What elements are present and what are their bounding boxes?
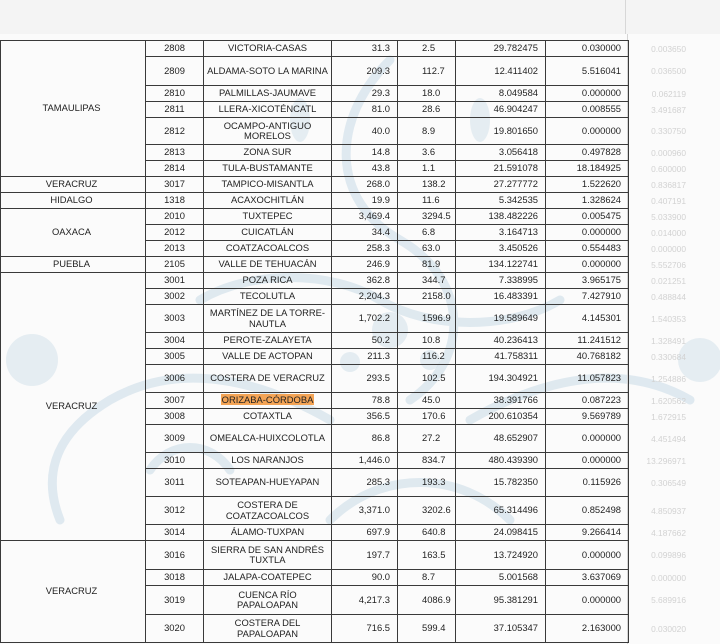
table-row: [1, 41, 629, 57]
faded-value: 1.620562: [651, 395, 686, 406]
cell-code: 1318: [146, 193, 204, 209]
cell-name: CUICATLÁN: [204, 225, 332, 241]
cell-value-2: 834.7: [398, 453, 456, 469]
cell-name: COATZACOALCOS: [204, 241, 332, 257]
cell-value-4: 18.184925: [546, 161, 629, 177]
cell-name: ALDAMA-SOTO LA MARINA: [204, 57, 332, 86]
cell-value-1: 697.9: [332, 525, 398, 541]
cell-value-3: 27.277772: [456, 177, 546, 193]
faded-value: 0.036500: [651, 66, 686, 76]
faded-value: 4.850937: [651, 505, 686, 516]
faded-value: 0.000960: [651, 147, 686, 158]
cell-value-4: 0.000000: [546, 257, 629, 273]
faded-value: 5.689916: [651, 595, 686, 605]
cell-name: [204, 393, 332, 409]
cell-value-4: 3.965175: [546, 273, 629, 289]
cell-name: PEROTE-ZALAYETA: [204, 333, 332, 349]
faded-value: 0.330750: [651, 126, 686, 136]
cell-code: 3012: [146, 497, 204, 525]
cell-value-3: 40.236413: [456, 333, 546, 349]
faded-value: 0.030020: [651, 623, 686, 634]
table-row: [1, 177, 629, 193]
cell-name: OCAMPO-ANTIGUO MORELOS: [204, 118, 332, 145]
cell-name: PALMILLAS-JAUMAVE: [204, 86, 332, 102]
table-row: [1, 273, 629, 289]
faded-value: 0.014000: [651, 227, 686, 238]
faded-value: 0.407191: [651, 195, 686, 206]
cell-code: 3001: [146, 273, 204, 289]
cell-code: 3018: [146, 570, 204, 586]
cell-value-1: 211.3: [332, 349, 398, 365]
cell-name: COSTERA DE COATZACOALCOS: [204, 497, 332, 525]
cell-value-2: 344.7: [398, 273, 456, 289]
cell-value-2: 102.5: [398, 365, 456, 393]
cell-code: 2809: [146, 57, 204, 86]
state-cell: PUEBLA: [1, 257, 146, 273]
cell-value-2: 4086.9: [398, 586, 456, 615]
cell-value-4: 0.000000: [546, 541, 629, 570]
cell-value-2: 3202.6: [398, 497, 456, 525]
cell-value-2: 28.6: [398, 102, 456, 118]
cell-value-2: 3.6: [398, 145, 456, 161]
cell-value-2: 6.8: [398, 225, 456, 241]
faded-value: 0.000000: [651, 572, 686, 583]
cell-value-2: 63.0: [398, 241, 456, 257]
cell-value-2: 3294.5: [398, 209, 456, 225]
cell-value-4: 9.569789: [546, 409, 629, 425]
cell-name: ÁLAMO-TUXPAN: [204, 525, 332, 541]
faded-value: 1.540353: [651, 313, 686, 324]
cell-value-1: 40.0: [332, 118, 398, 145]
cell-value-4: 0.852498: [546, 497, 629, 525]
cell-code: 2012: [146, 225, 204, 241]
cell-value-1: 14.8: [332, 145, 398, 161]
cell-value-2: 599.4: [398, 615, 456, 643]
cell-code: 3010: [146, 453, 204, 469]
cell-value-3: 16.483391: [456, 289, 546, 305]
cell-name: TULA-BUSTAMANTE: [204, 161, 332, 177]
faded-value: 0.062119: [651, 88, 686, 99]
cell-code: 3017: [146, 177, 204, 193]
cell-value-3: 480.439390: [456, 453, 546, 469]
cell-value-1: 716.5: [332, 615, 398, 643]
cell-code: 3020: [146, 615, 204, 643]
cell-value-1: 285.3: [332, 469, 398, 497]
cell-code: 3003: [146, 305, 204, 333]
cell-value-3: 95.381291: [456, 586, 546, 615]
cell-value-3: 19.589649: [456, 305, 546, 333]
cell-code: 2013: [146, 241, 204, 257]
cell-name: TECOLUTLA: [204, 289, 332, 305]
cell-value-1: 4,217.3: [332, 586, 398, 615]
cell-value-1: 2,204.3: [332, 289, 398, 305]
cell-value-3: 7.338995: [456, 273, 546, 289]
faded-value: 4.187662: [651, 527, 686, 538]
cell-value-1: 246.9: [332, 257, 398, 273]
cell-value-2: 112.7: [398, 57, 456, 86]
faded-value: 1.672915: [651, 411, 686, 422]
cell-value-2: 1.1: [398, 161, 456, 177]
cell-code: 3002: [146, 289, 204, 305]
cell-value-4: 0.000000: [546, 118, 629, 145]
cell-code: 2105: [146, 257, 204, 273]
cell-value-3: 194.304921: [456, 365, 546, 393]
cell-name: TUXTEPEC: [204, 209, 332, 225]
state-cell: VERACRUZ: [1, 273, 146, 541]
state-cell: VERACRUZ: [1, 541, 146, 643]
cell-value-3: 24.098415: [456, 525, 546, 541]
cell-name: SOTEAPAN-HUEYAPAN: [204, 469, 332, 497]
cell-code: 2808: [146, 41, 204, 57]
cell-value-1: 3,371.0: [332, 497, 398, 525]
faded-value: 0.021251: [651, 275, 686, 286]
cell-code: 2812: [146, 118, 204, 145]
cell-value-3: 29.782475: [456, 41, 546, 57]
table-row: [1, 209, 629, 225]
cell-value-4: 0.115926: [546, 469, 629, 497]
cell-value-3: 41.758311: [456, 349, 546, 365]
cell-value-4: 9.266414: [546, 525, 629, 541]
cell-code: 3016: [146, 541, 204, 570]
cell-name: COTAXTLA: [204, 409, 332, 425]
cell-value-4: 0.000000: [546, 425, 629, 453]
cell-value-4: 0.005475: [546, 209, 629, 225]
cell-value-4: 5.516041: [546, 57, 629, 86]
cell-value-3: 138.482226: [456, 209, 546, 225]
cell-value-2: 138.2: [398, 177, 456, 193]
cell-value-4: 11.057823: [546, 365, 629, 393]
cell-value-2: 10.8: [398, 333, 456, 349]
table-row: [1, 541, 629, 570]
faded-value: 1.254886: [651, 373, 686, 384]
cell-value-2: 193.3: [398, 469, 456, 497]
cell-code: 2811: [146, 102, 204, 118]
cell-value-3: 134.122741: [456, 257, 546, 273]
cell-value-4: 0.000000: [546, 586, 629, 615]
state-cell: OAXACA: [1, 209, 146, 257]
faded-value: 5.552706: [651, 259, 686, 270]
cell-code: 3006: [146, 365, 204, 393]
cell-value-4: 3.637069: [546, 570, 629, 586]
cell-value-4: 0.000000: [546, 453, 629, 469]
cell-value-2: 11.6: [398, 193, 456, 209]
faded-value: 0.306549: [651, 477, 686, 488]
cell-value-1: 1,702.2: [332, 305, 398, 333]
cell-value-1: 86.8: [332, 425, 398, 453]
cell-value-1: 78.8: [332, 393, 398, 409]
cell-value-1: 90.0: [332, 570, 398, 586]
cell-name: VALLE DE TEHUACÁN: [204, 257, 332, 273]
cell-value-1: 43.8: [332, 161, 398, 177]
cell-value-1: 258.3: [332, 241, 398, 257]
highlighted-name: ORIZABA-CÓRDOBA: [221, 394, 314, 406]
cell-name: ZONA SUR: [204, 145, 332, 161]
cell-code: 3008: [146, 409, 204, 425]
faded-value: 0.000000: [651, 243, 686, 254]
cell-value-2: 163.5: [398, 541, 456, 570]
cell-value-2: 170.6: [398, 409, 456, 425]
cell-value-3: 13.724920: [456, 541, 546, 570]
cell-value-2: 8.9: [398, 118, 456, 145]
cell-code: 3011: [146, 469, 204, 497]
cell-value-2: 8.7: [398, 570, 456, 586]
cell-value-3: 8.049584: [456, 86, 546, 102]
cell-name: LOS NARANJOS: [204, 453, 332, 469]
cell-value-3: 3.056418: [456, 145, 546, 161]
cell-value-3: 46.904247: [456, 102, 546, 118]
cell-name: LLERA-XICOTÉNCATL: [204, 102, 332, 118]
cell-value-1: 1,446.0: [332, 453, 398, 469]
cell-value-3: 38.391766: [456, 393, 546, 409]
cell-value-1: 197.7: [332, 541, 398, 570]
table-row: [1, 193, 629, 209]
faded-value: 1.328491: [651, 335, 686, 346]
cell-code: 3004: [146, 333, 204, 349]
cell-value-4: 40.768182: [546, 349, 629, 365]
faded-value: 3.491687: [651, 104, 686, 115]
cell-value-1: 31.3: [332, 41, 398, 57]
cell-value-2: 2158.0: [398, 289, 456, 305]
cell-value-1: 50.2: [332, 333, 398, 349]
cell-value-1: 19.9: [332, 193, 398, 209]
cell-value-1: 356.5: [332, 409, 398, 425]
cell-code: 2813: [146, 145, 204, 161]
cell-name: TAMPICO-MISANTLA: [204, 177, 332, 193]
cell-value-4: 0.554483: [546, 241, 629, 257]
cell-value-3: 5.342535: [456, 193, 546, 209]
cell-value-4: 0.000000: [546, 86, 629, 102]
cell-code: 3005: [146, 349, 204, 365]
cell-value-4: 11.241512: [546, 333, 629, 349]
cell-name: CUENCA RÍO PAPALOAPAN: [204, 586, 332, 615]
faded-value: 0.003650: [651, 43, 686, 54]
cell-value-1: 293.5: [332, 365, 398, 393]
cell-code: 2810: [146, 86, 204, 102]
cell-value-3: 21.591078: [456, 161, 546, 177]
cell-name: VICTORIA-CASAS: [204, 41, 332, 57]
faded-value: 0.099896: [651, 550, 686, 560]
cell-value-3: 15.782350: [456, 469, 546, 497]
cell-value-1: 81.0: [332, 102, 398, 118]
faded-value: 0.836817: [651, 179, 686, 190]
cell-code: 3019: [146, 586, 204, 615]
cell-value-3: 65.314496: [456, 497, 546, 525]
cell-name: SIERRA DE SAN ANDRÉS TUXTLA: [204, 541, 332, 570]
state-cell: TAMAULIPAS: [1, 41, 146, 177]
cell-name: POZA RICA: [204, 273, 332, 289]
cell-name: MARTÍNEZ DE LA TORRE-NAUTLA: [204, 305, 332, 333]
cell-value-4: 0.087223: [546, 393, 629, 409]
faded-value: 5.033900: [651, 211, 686, 222]
cell-value-3: 48.652907: [456, 425, 546, 453]
cell-value-2: 27.2: [398, 425, 456, 453]
cell-value-3: 3.450526: [456, 241, 546, 257]
cell-value-2: 45.0: [398, 393, 456, 409]
cell-value-2: 81.9: [398, 257, 456, 273]
cell-value-3: 5.001568: [456, 570, 546, 586]
cell-value-2: 640.8: [398, 525, 456, 541]
cell-value-4: 0.030000: [546, 41, 629, 57]
cell-value-4: 2.163000: [546, 615, 629, 643]
cell-value-4: 0.008555: [546, 102, 629, 118]
cell-value-2: 1596.9: [398, 305, 456, 333]
cell-value-1: 209.3: [332, 57, 398, 86]
cell-name: OMEALCA-HUIXCOLOTLA: [204, 425, 332, 453]
cell-value-3: 200.610354: [456, 409, 546, 425]
cell-value-1: 34.4: [332, 225, 398, 241]
cell-value-4: 7.427910: [546, 289, 629, 305]
cell-value-4: 1.522620: [546, 177, 629, 193]
cell-value-3: 19.801650: [456, 118, 546, 145]
cell-value-3: 37.105347: [456, 615, 546, 643]
cell-name: ACAXOCHITLÁN: [204, 193, 332, 209]
cell-value-4: 4.145301: [546, 305, 629, 333]
cell-value-1: 3,469.4: [332, 209, 398, 225]
cell-value-1: 29.3: [332, 86, 398, 102]
cell-value-3: 3.164713: [456, 225, 546, 241]
faded-value: 0.330684: [651, 351, 686, 362]
basin-table: [0, 40, 629, 643]
cell-name: COSTERA DE VERACRUZ: [204, 365, 332, 393]
cell-value-1: 362.8: [332, 273, 398, 289]
faded-value: 13.296971: [646, 455, 686, 466]
faded-value: 0.488844: [651, 291, 686, 302]
cell-value-2: 18.0: [398, 86, 456, 102]
cell-name: VALLE DE ACTOPAN: [204, 349, 332, 365]
cell-value-2: 2.5: [398, 41, 456, 57]
cell-value-1: 268.0: [332, 177, 398, 193]
state-cell: HIDALGO: [1, 193, 146, 209]
cell-value-4: 0.000000: [546, 225, 629, 241]
cell-name: JALAPA-COATEPEC: [204, 570, 332, 586]
cell-name: COSTERA DEL PAPALOAPAN: [204, 615, 332, 643]
cell-code: 2814: [146, 161, 204, 177]
cell-code: 3009: [146, 425, 204, 453]
cell-value-4: 0.497828: [546, 145, 629, 161]
cell-code: 3014: [146, 525, 204, 541]
cell-value-2: 116.2: [398, 349, 456, 365]
cell-code: 2010: [146, 209, 204, 225]
cell-value-3: 12.411402: [456, 57, 546, 86]
faded-value: 0.600000: [651, 163, 686, 174]
cell-value-4: 1.328624: [546, 193, 629, 209]
state-cell: VERACRUZ: [1, 177, 146, 193]
faded-value: 4.451494: [651, 433, 686, 444]
table-row: [1, 257, 629, 273]
cell-code: 3007: [146, 393, 204, 409]
